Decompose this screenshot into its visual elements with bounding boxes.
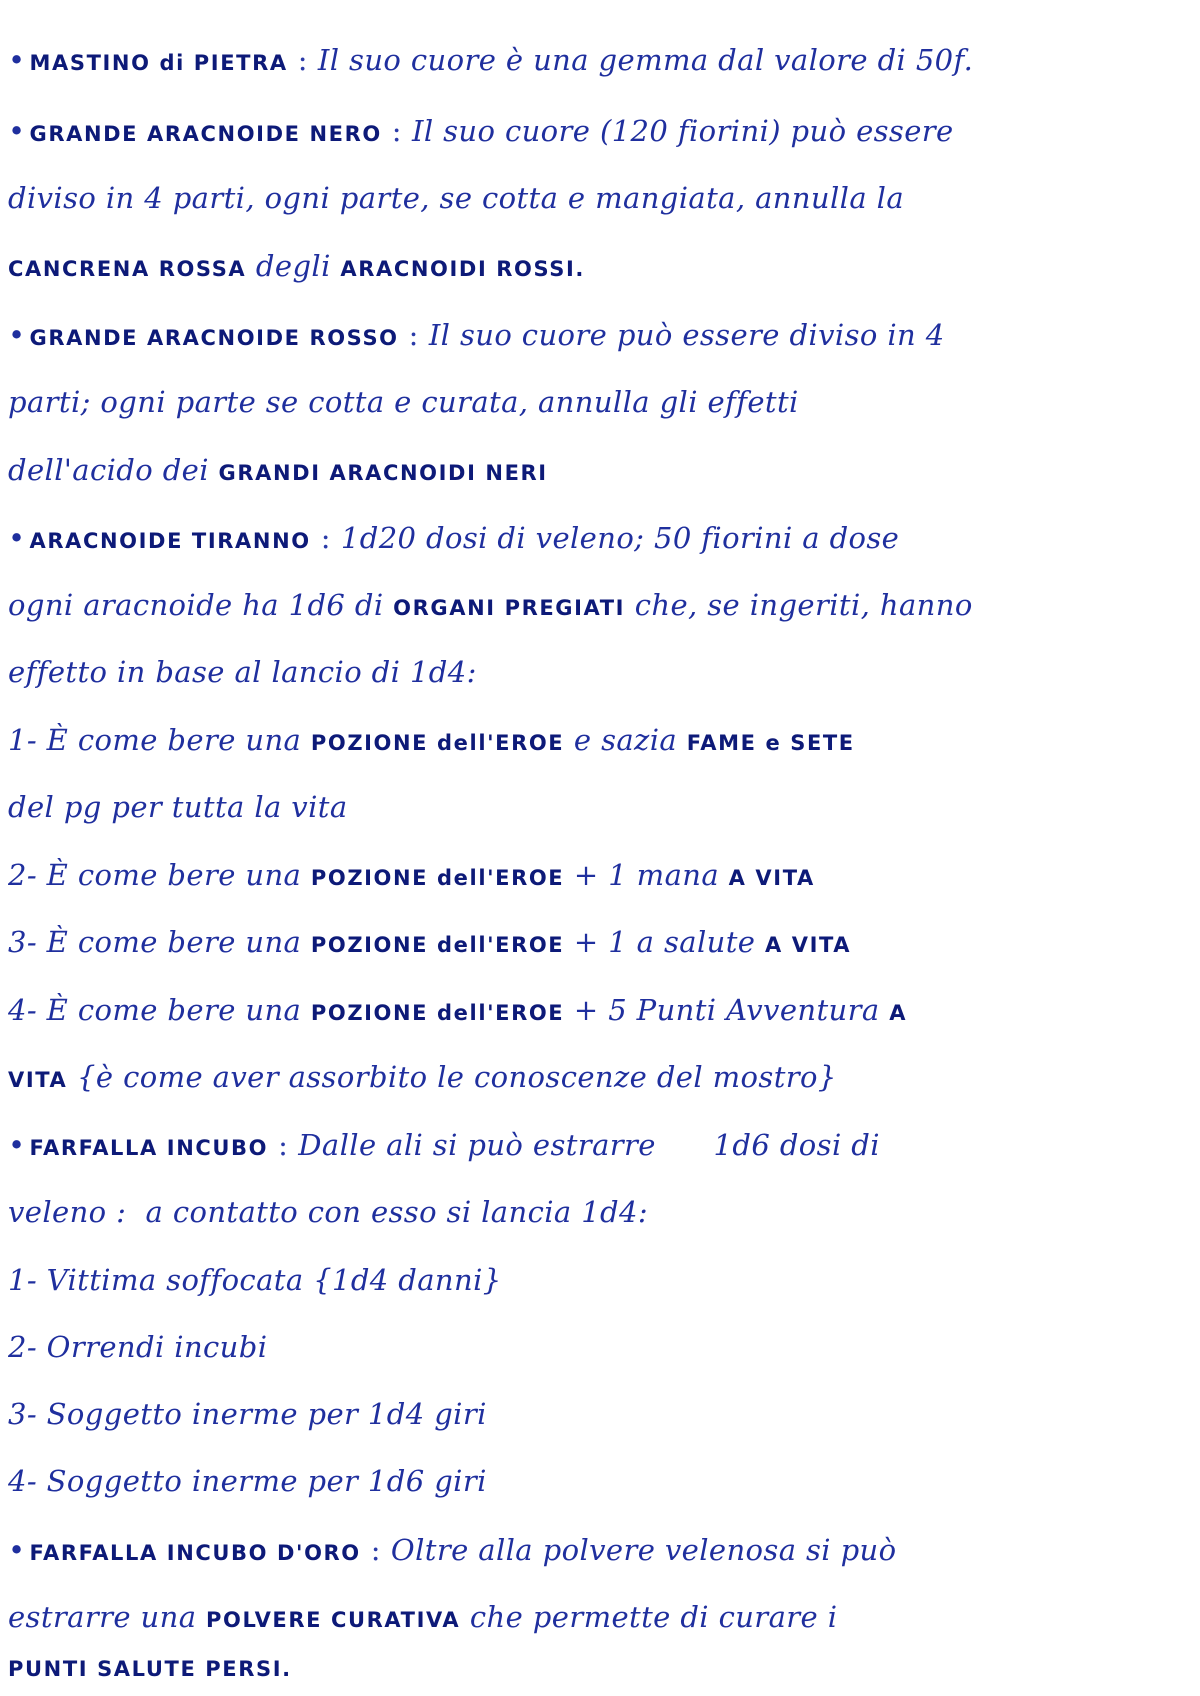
- separator: :: [391, 114, 402, 148]
- note-line: [8, 575, 1193, 635]
- note-text: che permette di curare i: [469, 1600, 838, 1634]
- note-text: effetto in base al lancio di 1d4:: [8, 655, 477, 689]
- note-text: 3- Soggetto inerme per 1d4 giri: [8, 1397, 487, 1431]
- note-text: 3- È come bere una: [8, 925, 302, 959]
- keyword: A VITA: [728, 866, 815, 890]
- separator: :: [297, 43, 308, 77]
- bullet: •: [8, 43, 26, 77]
- note-line-effect-2: [8, 1317, 1193, 1377]
- creature-name: GRANDE ARACNOIDE NERO: [29, 122, 382, 146]
- note-text: Il suo cuore (120 fiorini) può essere: [411, 114, 954, 148]
- note-text: Oltre alla polvere velenosa si può: [390, 1533, 897, 1567]
- note-text: + 1 a salute: [573, 925, 756, 959]
- note-text: Il suo cuore può essere diviso in 4: [428, 318, 945, 352]
- creature-name: FARFALLA INCUBO: [29, 1136, 269, 1160]
- note-text: degli: [255, 249, 331, 283]
- keyword: POLVERE CURATIVA: [206, 1608, 461, 1632]
- keyword: CANCRENA ROSSA: [8, 257, 247, 281]
- note-text: 2- È come bere una: [8, 858, 302, 892]
- note-line-mastino: [8, 30, 1193, 90]
- note-text: 1- È come bere una: [8, 723, 302, 757]
- note-text: 1- Vittima soffocata {1d4 danni}: [8, 1263, 502, 1297]
- separator: :: [370, 1533, 381, 1567]
- note-line-effect-1: [8, 710, 1193, 770]
- note-text: Il suo cuore è una gemma dal valore di 50f.: [317, 43, 974, 77]
- note-line-farfalla-incubo: [8, 1115, 1193, 1175]
- note-text: diviso in 4 parti, ogni parte, se cotta e mangiata, annulla la: [8, 181, 905, 215]
- note-line-effect-2: [8, 845, 1193, 905]
- note-text: veleno : a contatto con esso si lancia 1d4:: [8, 1195, 649, 1229]
- creature-name: ARACNOIDE TIRANNO: [29, 529, 311, 553]
- separator: :: [408, 318, 419, 352]
- note-text: Dalle ali si può estrarre 1d6 dosi di: [298, 1128, 880, 1162]
- note-line: [8, 1047, 1193, 1107]
- note-text: 4- È come bere una: [8, 993, 302, 1027]
- note-text: dell'acido dei: [8, 453, 209, 487]
- creature-name: FARFALLA INCUBO D'ORO: [29, 1541, 361, 1565]
- note-text: che, se ingeriti, hanno: [634, 588, 973, 622]
- keyword: POZIONE dell'EROE: [310, 866, 565, 890]
- note-line-aracnoide-nero: [8, 101, 1193, 161]
- note-text: + 5 Punti Avventura: [573, 993, 880, 1027]
- note-line-aracnoide-tiranno: [8, 508, 1193, 568]
- bullet: •: [8, 521, 26, 555]
- note-line: [8, 168, 1193, 228]
- note-text: 4- Soggetto inerme per 1d6 giri: [8, 1464, 487, 1498]
- creature-name: MASTINO di PIETRA: [29, 51, 288, 75]
- note-text: parti; ogni parte se cotta e curata, annulla gli effetti: [8, 385, 799, 419]
- note-text: 2- Orrendi incubi: [8, 1330, 268, 1364]
- keyword: GRANDI ARACNOIDI NERI: [218, 461, 548, 485]
- keyword: FAME e SETE: [686, 731, 855, 755]
- note-text: e sazia: [573, 723, 678, 757]
- note-line-effect-1: [8, 1250, 1193, 1310]
- keyword: PUNTI SALUTE PERSI.: [8, 1657, 292, 1681]
- bullet: •: [8, 318, 26, 352]
- keyword: POZIONE dell'EROE: [310, 731, 565, 755]
- bullet: •: [8, 1128, 26, 1162]
- note-line-effect-3: [8, 1384, 1193, 1444]
- creature-name: GRANDE ARACNOIDE ROSSO: [29, 326, 399, 350]
- note-text: estrarre una: [8, 1600, 197, 1634]
- note-line-farfalla-incubo-oro: [8, 1520, 1193, 1580]
- note-text: ogni aracnoide ha 1d6 di: [8, 588, 384, 622]
- separator: :: [320, 521, 331, 555]
- note-line: [8, 236, 1193, 296]
- note-text: {è come aver assorbito le conoscenze del mostro}: [77, 1060, 837, 1094]
- note-line-effect-4: [8, 980, 1193, 1040]
- note-line: [8, 777, 1193, 837]
- keyword: ARACNOIDI ROSSI.: [340, 257, 585, 281]
- keyword: A: [889, 1001, 908, 1025]
- keyword: ORGANI PREGIATI: [393, 596, 626, 620]
- note-line-effect-3: [8, 912, 1193, 972]
- note-line-effect-4: [8, 1451, 1193, 1511]
- bullet: •: [8, 1533, 26, 1567]
- note-text: + 1 mana: [573, 858, 720, 892]
- keyword: A VITA: [764, 933, 852, 957]
- note-text: del pg per tutta la vita: [8, 790, 348, 824]
- note-line: [8, 1636, 1193, 1696]
- note-line: [8, 642, 1193, 702]
- bullet: •: [8, 114, 26, 148]
- keyword: POZIONE dell'EROE: [310, 1001, 565, 1025]
- note-text: 1d20 dosi di veleno; 50 fiorini a dose: [340, 521, 900, 555]
- separator: :: [278, 1128, 289, 1162]
- note-line: [8, 440, 1193, 500]
- note-line: [8, 1182, 1193, 1242]
- keyword: VITA: [8, 1068, 68, 1092]
- note-line-aracnoide-rosso: [8, 305, 1193, 365]
- keyword: POZIONE dell'EROE: [310, 933, 565, 957]
- note-line: [8, 372, 1193, 432]
